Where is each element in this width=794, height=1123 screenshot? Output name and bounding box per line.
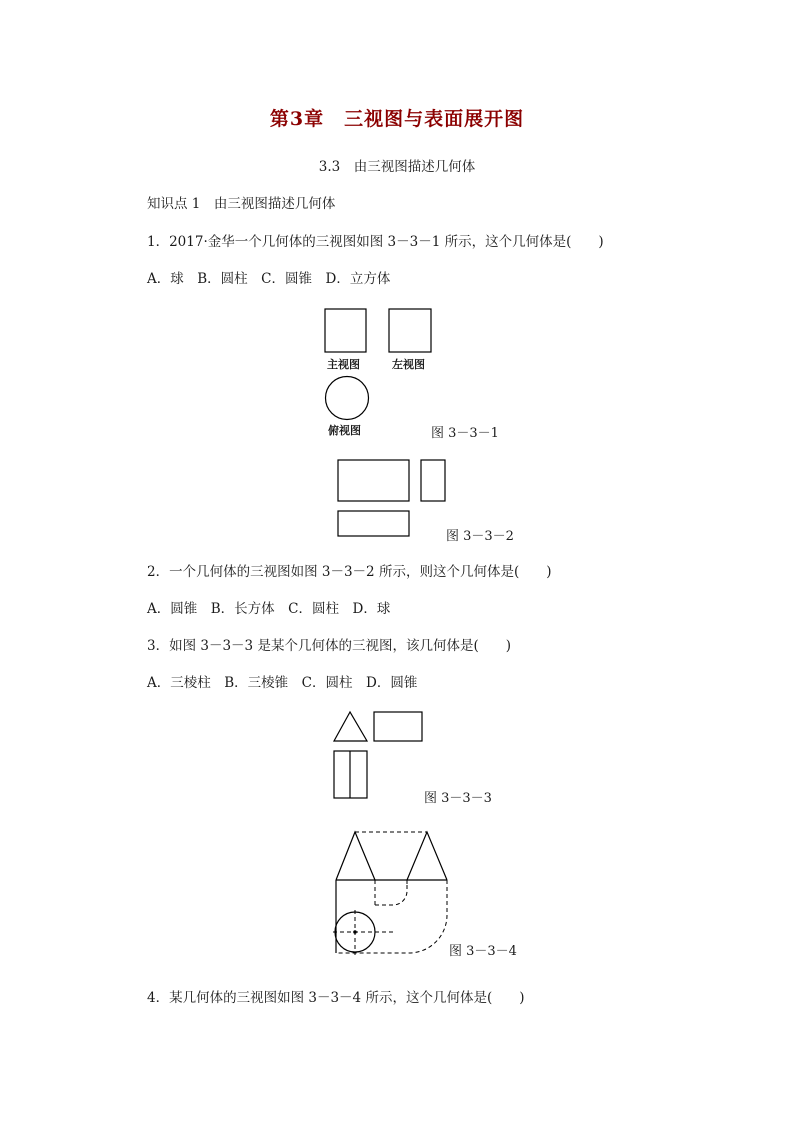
question-1-stem: 1．2017·金华一个几何体的三视图如图 3－3－1 所示，这个几何体是( )	[147, 234, 604, 250]
fig4-caption: 图 3－3－4	[449, 944, 517, 959]
question-2-options: A．圆锥 B．长方体 C．圆柱 D．球	[147, 601, 391, 617]
fig4-inner-arc	[375, 880, 407, 905]
section-title: 3.3 由三视图描述几何体	[318, 159, 476, 175]
fig1-caption: 图 3－3－1	[431, 426, 499, 441]
fig4-outer-arc	[336, 880, 447, 953]
question-2-stem: 2．一个几何体的三视图如图 3－3－2 所示，则这个几何体是( )	[147, 564, 552, 580]
fig3-caption: 图 3－3－3	[424, 791, 492, 806]
question-3-options: A．三棱柱 B．三棱锥 C．圆柱 D．圆锥	[147, 675, 418, 691]
fig4-right-cone	[407, 832, 447, 880]
question-1-options: A．球 B．圆柱 C．圆锥 D．立方体	[147, 271, 391, 287]
fig2-caption: 图 3－3－2	[446, 529, 514, 544]
chapter-title: 第3章 三视图与表面展开图	[269, 108, 525, 130]
question-3-stem: 3．如图 3－3－3 是某个几何体的三视图，该几何体是( )	[147, 638, 511, 654]
fig1-top-label: 俯视图	[328, 424, 361, 437]
fig4-left-cone	[336, 832, 375, 880]
question-4-stem: 4．某几何体的三视图如图 3－3－4 所示，这个几何体是( )	[147, 990, 525, 1006]
knowledge-point: 知识点 1 由三视图描述几何体	[147, 196, 336, 212]
fig4-center-point	[353, 930, 357, 934]
fig1-front-label: 主视图	[327, 358, 360, 371]
fig1-left-label: 左视图	[392, 358, 425, 371]
